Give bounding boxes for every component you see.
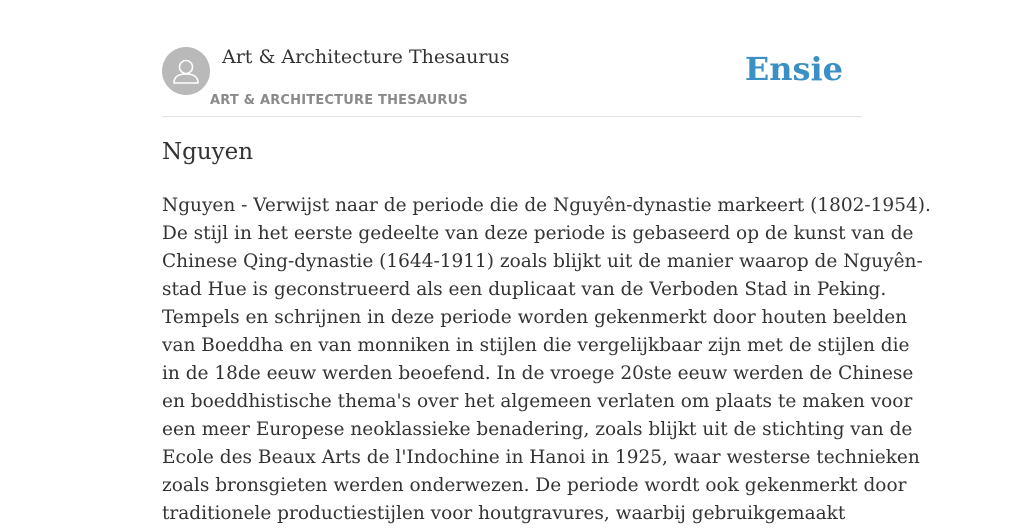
article-line: zoals bronsgieten werden onderwezen. De periode wordt ook gekenmerkt door [162, 475, 907, 496]
article-line: Tempels en schrijnen in deze periode worden gekenmerkt door houten beelden [162, 307, 908, 328]
user-icon [162, 47, 210, 95]
article-line: stad Hue is geconstrueerd als een duplicaat van de Verboden Stad in Peking. [162, 279, 887, 300]
article-line: een meer Europese neoklassieke benadering, zoals blijkt uit de stichting van de [162, 419, 913, 440]
article-title: Nguyen [162, 139, 254, 165]
site-subtitle[interactable]: ART & ARCHITECTURE THESAURUS [210, 93, 468, 108]
article-line: en boeddhistische thema's over het algemeen verlaten om plaats te maken voor [162, 391, 913, 412]
avatar[interactable] [162, 47, 210, 95]
site-title[interactable]: Art & Architecture Thesaurus [222, 46, 510, 68]
article-line: Ecole des Beaux Arts de l'Indochine in Hanoi in 1925, waar westerse technieken [162, 447, 920, 468]
article-line: De stijl in het eerste gedeelte van deze periode is gebaseerd op de kunst van de [162, 223, 914, 244]
brand-logo[interactable]: Ensie [744, 50, 843, 88]
article-line: van Boeddha en van monniken in stijlen die vergelijkbaar zijn met de stijlen die [162, 335, 910, 356]
header [162, 40, 862, 117]
article-line: Nguyen - Verwijst naar de periode die de Nguyên-dynastie markeert (1802-1954). [162, 195, 931, 216]
article-line: in de 18de eeuw werden beoefend. In de vroege 20ste eeuw werden de Chinese [162, 363, 914, 384]
article-line: Chinese Qing-dynastie (1644-1911) zoals blijkt uit de manier waarop de Nguyên- [162, 251, 923, 272]
article-body [162, 192, 931, 528]
article-line: traditionele productiestijlen voor houtgravures, waarbij gebruikgemaakt [162, 503, 846, 524]
